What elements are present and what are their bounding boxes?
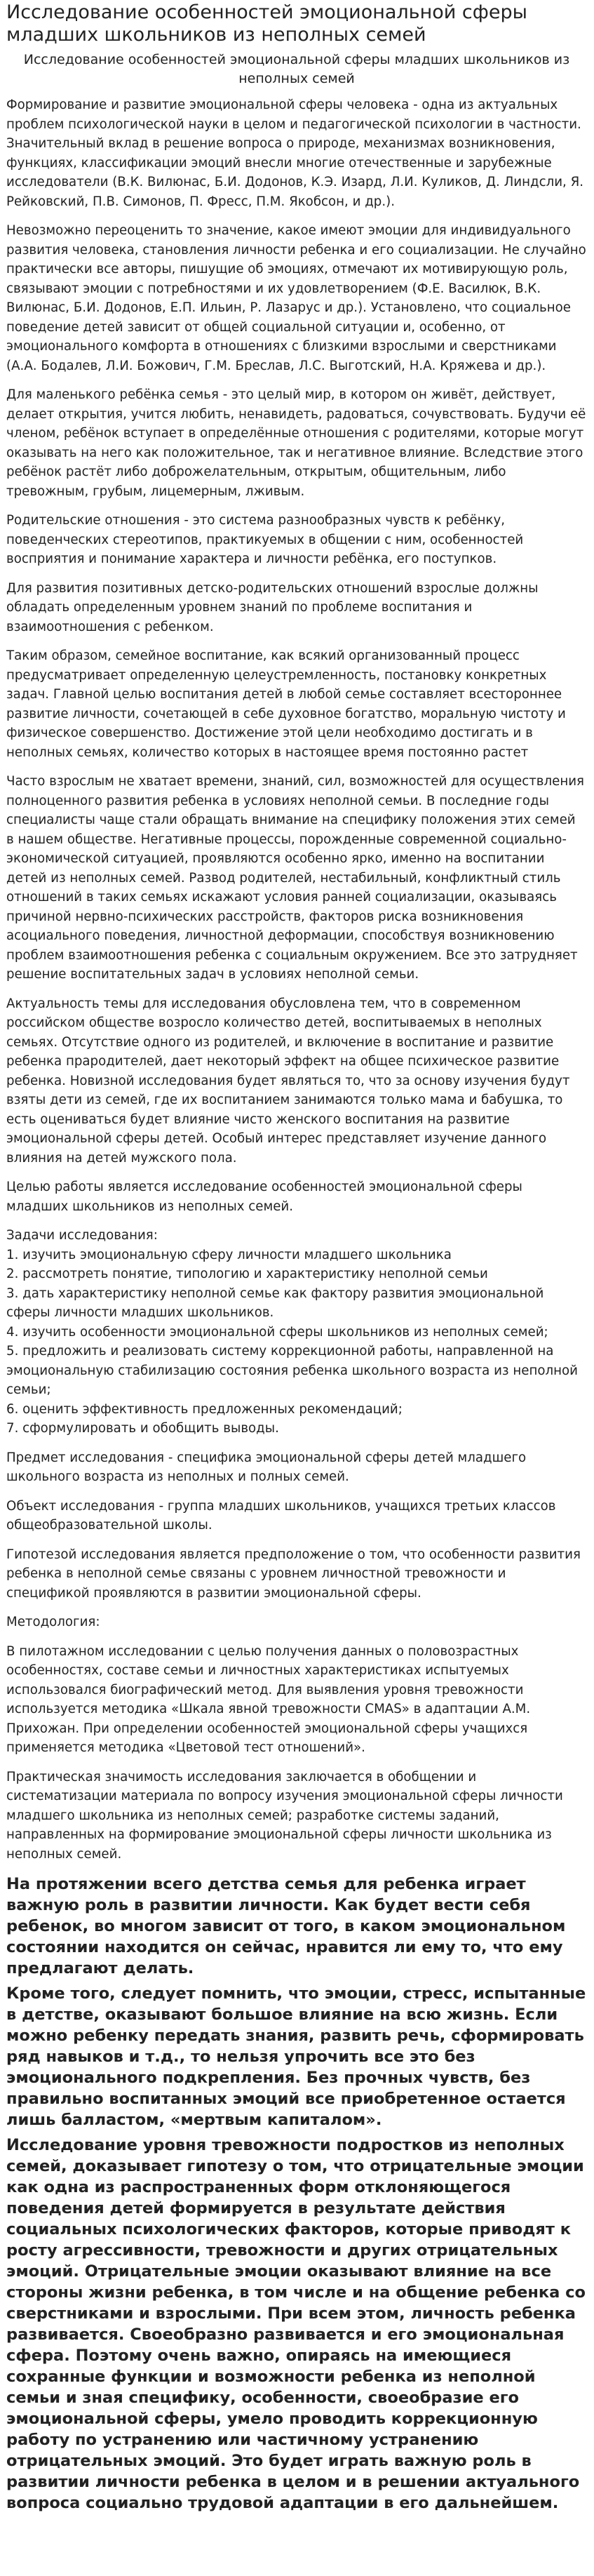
- paragraph: Часто взрослым не хватает времени, знаний, сил, возможностей для осуществления полноценного развития ребенка в условиях неполной семьи. В последние годы специалисты чаще стали обращать внимание на специфику положения этих семей в нашем обществе. Негативные процессы, порожденные современной социально-экономической ситуацией, проявляются особенно ярко, именно на воспитании детей из неполных семей. Развод родителей, нестабильный, конфликтный стиль отношений в таких семьях искажают условия ранней социализации, оказываясь причиной нервно-психических расстройств, факторов риска возникновения асоциального поведения, личностной деформации, способствуя возникновению проблем взаимоотношения ребенка с социальным окружением. Все это затрудняет решение воспитательных задач в условиях неполной семьи.: [6, 774, 584, 982]
- paragraph: Методология:: [6, 1615, 100, 1629]
- paragraph: Формирование и развитие эмоциональной сферы человека - одна из актуальных проблем психологической науки в целом и педагогической психологии в частности. Значительный вклад в решение вопроса о природе, механизмах возникновения, функциях, классификации эмоций внесли многие отечественные и зарубежные исследователи (В.К. Вилюнас, Б.И. Додонов, К.Э. Изард, Л.И. Куликов, Д. Линдсли, Я. Рейковский, П.В. Симонов, П. Фресс, П.М. Якобсон, и др.).: [6, 98, 583, 209]
- paragraph: Для маленького ребёнка семья - это целый мир, в котором он живёт, действует, делает открытия, учится любить, ненавидеть, радоваться, сочувствовать. Будучи её членом, ребёнок вступает в определённые отношения с родителями, которые могут оказывать на него как положительное, так и негативное влияние. Вследствие этого ребёнок растёт либо доброжелательным, открытым, общительным, либо тревожным, грубым, лицемерным, лживым.: [6, 387, 586, 499]
- bold-paragraph: Кроме того, следует помнить, что эмоции, стресс, испытанные в детстве, оказывают большое влияние на всю жизнь. Если можно ребенку передать знания, развить речь, сформировать ряд навыков и т.д., то нельзя упрочить все это без эмоционального подкрепления. Без прочных чувств, без правильно воспитанных эмоций все приобретенное остается лишь балластом, «мертвым капиталом».: [6, 1984, 586, 2129]
- paragraph: Гипотезой исследования является предположение о том, что особенности развития ребенка в неполной семье связаны с уровнем личностной тревожности и спецификой проявляются в развитии эмоциональной сферы.: [6, 1547, 581, 1601]
- paragraph: В пилотажном исследовании с целью получения данных о половозрастных особенностях, составе семьи и личностных характеристиках испытуемых использовался биографический метод. Для выявления уровня тревожности используется методика «Шкала явной тревожности CMAS» в адаптации А.М. Прихожан. При определении особенностей эмоциональной сферы учащихся применяется методика «Цветовой тест отношений».: [6, 1643, 531, 1755]
- paragraph: Актуальность темы для исследования обусловлена тем, что в современном российском обществе возросло количество детей, воспитываемых в неполных семьях. Отсутствие одного из родителей, и включение в воспитание и развитие ребенка прародителей, дает некоторый эффект на общее психическое развитие ребенка. Новизной исследования будет являться то, что за основу изучения будут взяты дети из семей, где их воспитанием занимаются только мама и бабушка, то есть оцениваться будет влияние чисто женского воспитания на развитие эмоциональной сферы детей. Особый интерес представляет изучение данного влияния на детей мужского пола.: [6, 996, 570, 1166]
- article-body: [6, 95, 587, 1864]
- conclusion-section: [6, 1874, 587, 2514]
- paragraph: Таким образом, семейное воспитание, как всякий организованный процесс предусматривает определенную целеустремленность, постановку конкретных задач. Главной целью воспитания детей в любой семье составляет всестороннее развитие личности, сочетающей в себе духовное богатство, моральную чистоту и физическое совершенство. Достижение этой цели необходимо достигать и в неполных семьях, количество которых в настоящее время постоянно растет: [6, 648, 566, 760]
- paragraph: Объект исследования - группа младших школьников, учащихся третьих классов общеобразовательной школы.: [6, 1498, 556, 1533]
- bold-paragraph: Исследование уровня тревожности подростков из неполных семей, доказывает гипотезу о том, что отрицательные эмоции как одна из распространенных форм отклоняющегося поведения детей формируется в результате действия социальных психологических факторов, которые приводят к росту агрессивности, тревожности и других отрицательных эмоций. Отрицательные эмоции оказывают влияние на все стороны жизни ребенка, в том числе и на общение ребенка со сверстниками и взрослыми. При всем этом, личность ребенка развивается. Своеобразно развивается и его эмоциональная сфера. Поэтому очень важно, опираясь на имеющиеся сохранные функции и возможности ребенка из неполной семьи и зная специфику, особенности, своеобразие его эмоциональной сферы, умело проводить коррекционную работу по устранению или частичному устранению отрицательных эмоций. Это будет играть важную роль в развитии личности ребенка в целом и в решении актуального вопроса социально трудовой адаптации в его дальнейшем.: [6, 2136, 586, 2512]
- bold-paragraph: На протяжении всего детства семья для ребенка играет важную роль в развитии личности. Как будет вести себя ребенок, во многом зависит от того, в каком эмоциональном состоянии находится он сейчас, нравится ли ему то, что ему предлагают делать.: [6, 1875, 566, 1977]
- paragraph: Невозможно переоценить то значение, какое имеют эмоции для индивидуального развития человека, становления личности ребенка и его социализации. Не случайно практически все авторы, пишущие об эмоциях, отмечают их мотивирующую роль, связывают эмоции с потребностями и их удовлетворением (Ф.Е. Василюк, В.К. Вилюнас, Б.И. Додонов, Е.П. Ильин, Р. Лазарус и др.). Установлено, что социальное поведение детей зависит от общей социальной ситуации и, особенно, от эмоционального комфорта в отношениях с близкими взрослыми и сверстниками (А.А. Бодалев, Л.И. Божович, Г.М. Бреслав, Л.С. Выготский, Н.А. Кряжева и др.).: [6, 223, 586, 373]
- paragraph: Практическая значимость исследования заключается в обобщении и систематизации материала по вопросу изучения эмоциональной сферы личности младшего школьника из неполных семей; разработке системы заданий, направленных на формирование эмоциональной сферы личности школьника из неполных семей.: [6, 1769, 563, 1862]
- paragraph: Предмет исследования - специфика эмоциональной сферы детей младшего школьного возраста из неполных и полных семей.: [6, 1450, 527, 1484]
- paragraph: Родительские отношения - это система разнообразных чувств к ребёнку, поведенческих стереотипов, практикуемых в общении с ним, особенностей восприятия и понимание характера и личности ребёнка, его поступков.: [6, 513, 524, 566]
- page-title: Исследование особенностей эмоциональной сферы младших школьников из неполных семей: [6, 1, 527, 46]
- paragraph: Для развития позитивных детско-родительских отношений взрослые должны обладать определенным уровнем знаний по проблеме воспитания и взаимоотношения с ребенком.: [6, 580, 539, 634]
- page-subtitle: Исследование особенностей эмоциональной сферы младших школьников из неполных семей: [23, 52, 570, 86]
- tasks-list: Задачи исследования: 1. изучить эмоциональную сферу личности младшего школьника 2. рассмотреть понятие, типологию и характеристику неполной семьи 3. дать характеристику неполной семье как фактору развития эмоциональной сферы личности младших школьников. 4. изучить особенности эмоциональной сферы школьников из неполных семей; 5. предложить и реализовать систему коррекционной работы, направленной на эмоциональную стабилизацию состояния ребенка школьного возраста из неполной семьи; 6. оценить эффективность предложенных рекомендаций; 7. сформулировать и обобщить выводы.: [6, 1228, 578, 1436]
- paragraph: Целью работы является исследование особенностей эмоциональной сферы младших школьников из неполных семей.: [6, 1180, 522, 1214]
